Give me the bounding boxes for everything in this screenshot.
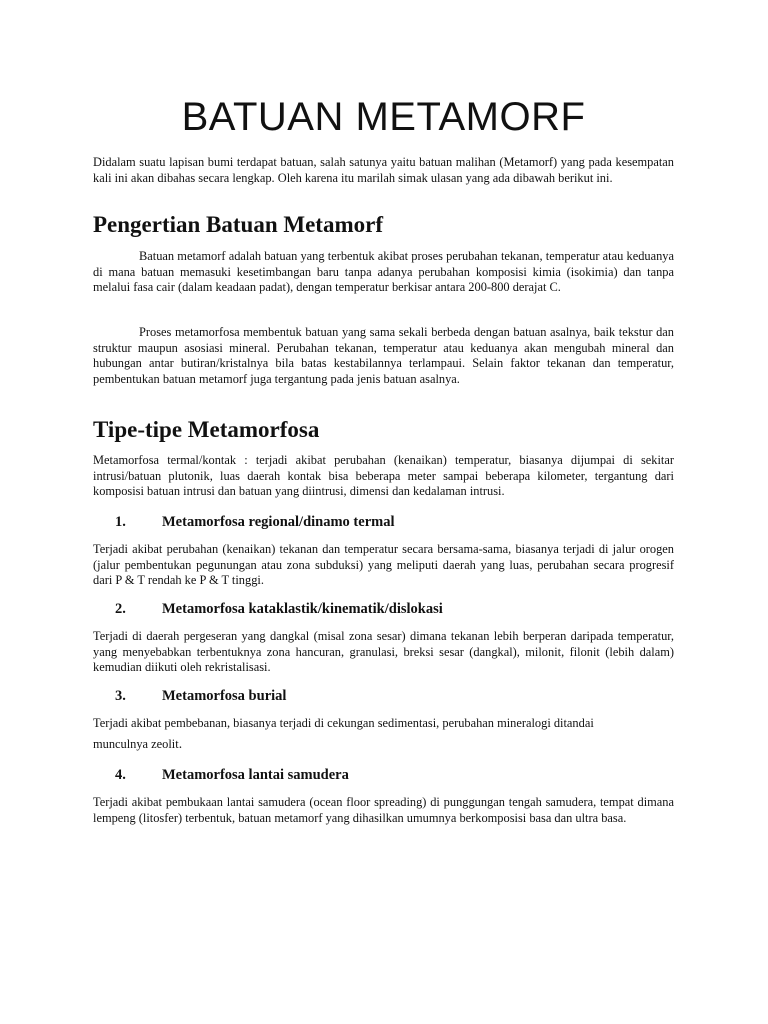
- item-2-paragraph: Terjadi di daerah pergeseran yang dangkal (misal zona sesar) dimana tekanan lebih berperan daripada temperatur, yang menyebabkan terbentuknya zona hancuran, granulasi, breksi sesar (dangkal), milonit, filonit (lebih dalam) kemudian diikuti oleh rekristalisasi.: [93, 629, 674, 674]
- subheading-number: 1.: [115, 514, 126, 530]
- subheading-title: Metamorfosa lantai samudera: [162, 767, 349, 783]
- subheading-title: Metamorfosa regional/dinamo termal: [162, 514, 395, 530]
- item-4-paragraph: Terjadi akibat pembukaan lantai samudera (ocean floor spreading) di punggungan tengah samudera, tempat dimana lempeng (litosfer) terbentuk, batuan metamorf yang dihasilkan umumnya berkomposisi basa dan ultra basa.: [93, 795, 674, 825]
- section-heading-pengertian: Pengertian Batuan Metamorf: [93, 212, 383, 237]
- subheading-number: 2.: [115, 601, 126, 617]
- intro-paragraph: Didalam suatu lapisan bumi terdapat batuan, salah satunya yaitu batuan malihan (Metamorf) yang pada kesempatan kali ini akan dibahas secara lengkap. Oleh karena itu marilah simak ulasan yang ada dibawah berikut ini.: [93, 155, 674, 185]
- item-1-paragraph: Terjadi akibat perubahan (kenaikan) tekanan dan temperatur secara bersama-sama, biasanya terjadi di jalur orogen (jalur pembentukan pegunungan atau zona subduksi) yang meliputi daerah yang luas, perubahan secara progresif dari P & T rendah ke P & T tinggi.: [93, 542, 674, 587]
- pengertian-paragraph-1: Batuan metamorf adalah batuan yang terbentuk akibat proses perubahan tekanan, temperatur atau keduanya di mana batuan memasuki kesetimbangan baru tanpa adanya perubahan komposisi kimia (isokimia) dan tanpa melalui fasa cair (dalam keadaan padat), dengan temperatur berkisar antara 200-800 derajat C.: [93, 249, 674, 294]
- subheading-title: Metamorfosa kataklastik/kinematik/dislokasi: [162, 601, 443, 617]
- pengertian-paragraph-2: Proses metamorfosa membentuk batuan yang sama sekali berbeda dengan batuan asalnya, baik tekstur dan struktur maupun asosiasi mineral. Perubahan tekanan, temperatur atau keduanya akan mengubah mineral dan hubungan antar butiran/kristalnya bila batas kestabilannya terlampaui. Selain faktor tekanan dan temperatur, pembentukan batuan metamorf juga tergantung pada jenis batuan asalnya.: [93, 325, 674, 386]
- subheading-number: 4.: [115, 767, 126, 783]
- subheading-number: 3.: [115, 688, 126, 704]
- item-3-line2-text: munculnya zeolit: [93, 737, 179, 751]
- tipe-intro-paragraph: Metamorfosa termal/kontak : terjadi akibat perubahan (kenaikan) temperatur, biasanya dijumpai di sekitar intrusi/batuan plutonik, luas daerah kontak bisa beberapa meter sampai beberapa kilometer, tergantung dari komposisi batuan intrusi dan batuan yang diintrusi, dimensi dan kedalaman intrusi.: [93, 453, 674, 498]
- item-3-paragraph-line1: Terjadi akibat pembebanan, biasanya terjadi di cekungan sedimentasi, perubahan mineralogi ditandai: [93, 716, 594, 730]
- document-title: BATUAN METAMORF: [181, 95, 586, 139]
- subheading-title: Metamorfosa burial: [162, 688, 287, 704]
- item-3-paragraph-line2: [93, 736, 674, 753]
- section-heading-tipe: Tipe-tipe Metamorfosa: [93, 417, 320, 442]
- item-3-line2-end: .: [178, 736, 183, 751]
